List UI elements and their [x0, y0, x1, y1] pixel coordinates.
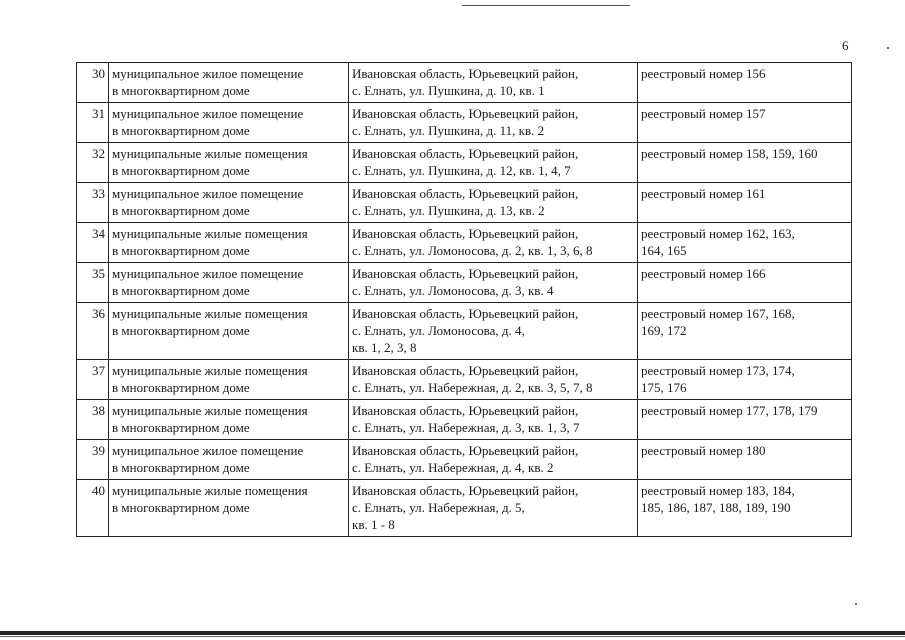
registry-number-cell [638, 143, 852, 183]
registry-number-line: реестровый номер 173, 174, [641, 363, 795, 378]
address-line: кв. 1 - 8 [352, 517, 395, 532]
address-line: Ивановская область, Юрьевецкий район, [352, 306, 579, 321]
property-type-line: муниципальные жилые помещения [112, 306, 308, 321]
address-line: с. Елнать, ул. Пушкина, д. 11, кв. 2 [352, 123, 545, 138]
property-type-line: в многоквартирном доме [112, 83, 250, 98]
property-registry-table [76, 62, 852, 537]
row-number: 38 [77, 400, 109, 440]
property-type-line: муниципальное жилое помещение [112, 66, 304, 81]
registry-number-cell [638, 440, 852, 480]
address-cell [349, 103, 638, 143]
address-line: с. Елнать, ул. Набережная, д. 5, [352, 500, 525, 515]
table-row [77, 480, 852, 537]
address-line: Ивановская область, Юрьевецкий район, [352, 106, 579, 121]
registry-number-cell [638, 400, 852, 440]
address-line: с. Елнать, ул. Набережная, д. 3, кв. 1, 3, 7 [352, 420, 580, 435]
address-line: Ивановская область, Юрьевецкий район, [352, 66, 579, 81]
registry-number-cell [638, 360, 852, 400]
address-cell [349, 223, 638, 263]
header-rule [462, 5, 630, 6]
address-cell [349, 63, 638, 103]
registry-number-cell [638, 103, 852, 143]
address-line: Ивановская область, Юрьевецкий район, [352, 363, 579, 378]
address-line: с. Елнать, ул. Пушкина, д. 12, кв. 1, 4, 7 [352, 163, 571, 178]
address-cell [349, 143, 638, 183]
address-line: кв. 1, 2, 3, 8 [352, 340, 417, 355]
row-number: 35 [77, 263, 109, 303]
property-type-line: муниципальные жилые помещения [112, 363, 308, 378]
table-row [77, 263, 852, 303]
registry-number-line: реестровый номер 161 [641, 186, 766, 201]
address-cell [349, 400, 638, 440]
registry-number-line: реестровый номер 156 [641, 66, 766, 81]
row-number: 31 [77, 103, 109, 143]
property-type-line: в многоквартирном доме [112, 203, 250, 218]
property-type-cell [109, 103, 349, 143]
property-type-line: муниципальные жилые помещения [112, 146, 308, 161]
property-type-cell [109, 63, 349, 103]
property-type-line: муниципальное жилое помещение [112, 106, 304, 121]
row-number: 37 [77, 360, 109, 400]
scan-speck [887, 47, 889, 49]
property-type-cell [109, 400, 349, 440]
property-type-line: в многоквартирном доме [112, 380, 250, 395]
registry-number-line: реестровый номер 162, 163, [641, 226, 795, 241]
row-number: 32 [77, 143, 109, 183]
property-type-cell [109, 360, 349, 400]
row-number: 34 [77, 223, 109, 263]
address-line: Ивановская область, Юрьевецкий район, [352, 443, 579, 458]
table-row [77, 360, 852, 400]
address-line: Ивановская область, Юрьевецкий район, [352, 146, 579, 161]
registry-number-line: 175, 176 [641, 380, 687, 395]
page-number: 6 [842, 38, 849, 53]
address-line: с. Елнать, ул. Ломоносова, д. 4, [352, 323, 525, 338]
table-row [77, 223, 852, 263]
address-cell [349, 480, 638, 537]
registry-number-line: 185, 186, 187, 188, 189, 190 [641, 500, 791, 515]
address-line: Ивановская область, Юрьевецкий район, [352, 403, 579, 418]
address-cell [349, 360, 638, 400]
row-number: 40 [77, 480, 109, 537]
row-number: 39 [77, 440, 109, 480]
property-type-line: муниципальные жилые помещения [112, 403, 308, 418]
table-row [77, 303, 852, 360]
property-type-cell [109, 480, 349, 537]
address-line: Ивановская область, Юрьевецкий район, [352, 266, 579, 281]
property-type-line: муниципальные жилые помещения [112, 483, 308, 498]
property-type-cell [109, 183, 349, 223]
property-type-cell [109, 263, 349, 303]
footer-rule-thin [0, 636, 905, 637]
property-type-line: в многоквартирном доме [112, 243, 250, 258]
address-line: с. Елнать, ул. Набережная, д. 2, кв. 3, 5, 7, 8 [352, 380, 593, 395]
table-row [77, 103, 852, 143]
registry-number-line: реестровый номер 166 [641, 266, 766, 281]
address-cell [349, 303, 638, 360]
registry-number-line: реестровый номер 183, 184, [641, 483, 795, 498]
property-type-line: в многоквартирном доме [112, 500, 250, 515]
row-number: 30 [77, 63, 109, 103]
table-row [77, 440, 852, 480]
property-type-line: в многоквартирном доме [112, 123, 250, 138]
address-cell [349, 263, 638, 303]
property-type-cell [109, 440, 349, 480]
property-type-line: муниципальное жилое помещение [112, 266, 304, 281]
registry-number-cell [638, 223, 852, 263]
address-line: Ивановская область, Юрьевецкий район, [352, 186, 579, 201]
address-line: Ивановская область, Юрьевецкий район, [352, 226, 579, 241]
table-row [77, 143, 852, 183]
registry-number-cell [638, 480, 852, 537]
registry-number-cell [638, 183, 852, 223]
scan-speck [855, 603, 857, 605]
registry-number-line: реестровый номер 167, 168, [641, 306, 795, 321]
address-cell [349, 183, 638, 223]
registry-number-line: реестровый номер 180 [641, 443, 766, 458]
property-type-line: в многоквартирном доме [112, 163, 250, 178]
address-line: с. Елнать, ул. Пушкина, д. 10, кв. 1 [352, 83, 545, 98]
registry-number-line: 164, 165 [641, 243, 687, 258]
property-type-line: муниципальное жилое помещение [112, 443, 304, 458]
address-line: с. Елнать, ул. Набережная, д. 4, кв. 2 [352, 460, 554, 475]
property-type-line: в многоквартирном доме [112, 323, 250, 338]
table-row [77, 63, 852, 103]
address-line: с. Елнать, ул. Ломоносова, д. 2, кв. 1, 3, 6, 8 [352, 243, 593, 258]
address-line: с. Елнать, ул. Пушкина, д. 13, кв. 2 [352, 203, 545, 218]
registry-number-cell [638, 303, 852, 360]
footer-rule [0, 631, 905, 635]
table-row [77, 400, 852, 440]
property-type-cell [109, 143, 349, 183]
row-number: 36 [77, 303, 109, 360]
registry-number-cell [638, 63, 852, 103]
property-type-line: муниципальные жилые помещения [112, 226, 308, 241]
registry-number-line: 169, 172 [641, 323, 687, 338]
property-type-line: в многоквартирном доме [112, 460, 250, 475]
address-cell [349, 440, 638, 480]
table-row [77, 183, 852, 223]
property-type-line: муниципальное жилое помещение [112, 186, 304, 201]
property-type-line: в многоквартирном доме [112, 283, 250, 298]
row-number: 33 [77, 183, 109, 223]
property-type-cell [109, 303, 349, 360]
property-type-line: в многоквартирном доме [112, 420, 250, 435]
registry-number-line: реестровый номер 157 [641, 106, 766, 121]
registry-number-line: реестровый номер 177, 178, 179 [641, 403, 818, 418]
address-line: Ивановская область, Юрьевецкий район, [352, 483, 579, 498]
registry-number-line: реестровый номер 158, 159, 160 [641, 146, 818, 161]
registry-number-cell [638, 263, 852, 303]
address-line: с. Елнать, ул. Ломоносова, д. 3, кв. 4 [352, 283, 554, 298]
property-type-cell [109, 223, 349, 263]
